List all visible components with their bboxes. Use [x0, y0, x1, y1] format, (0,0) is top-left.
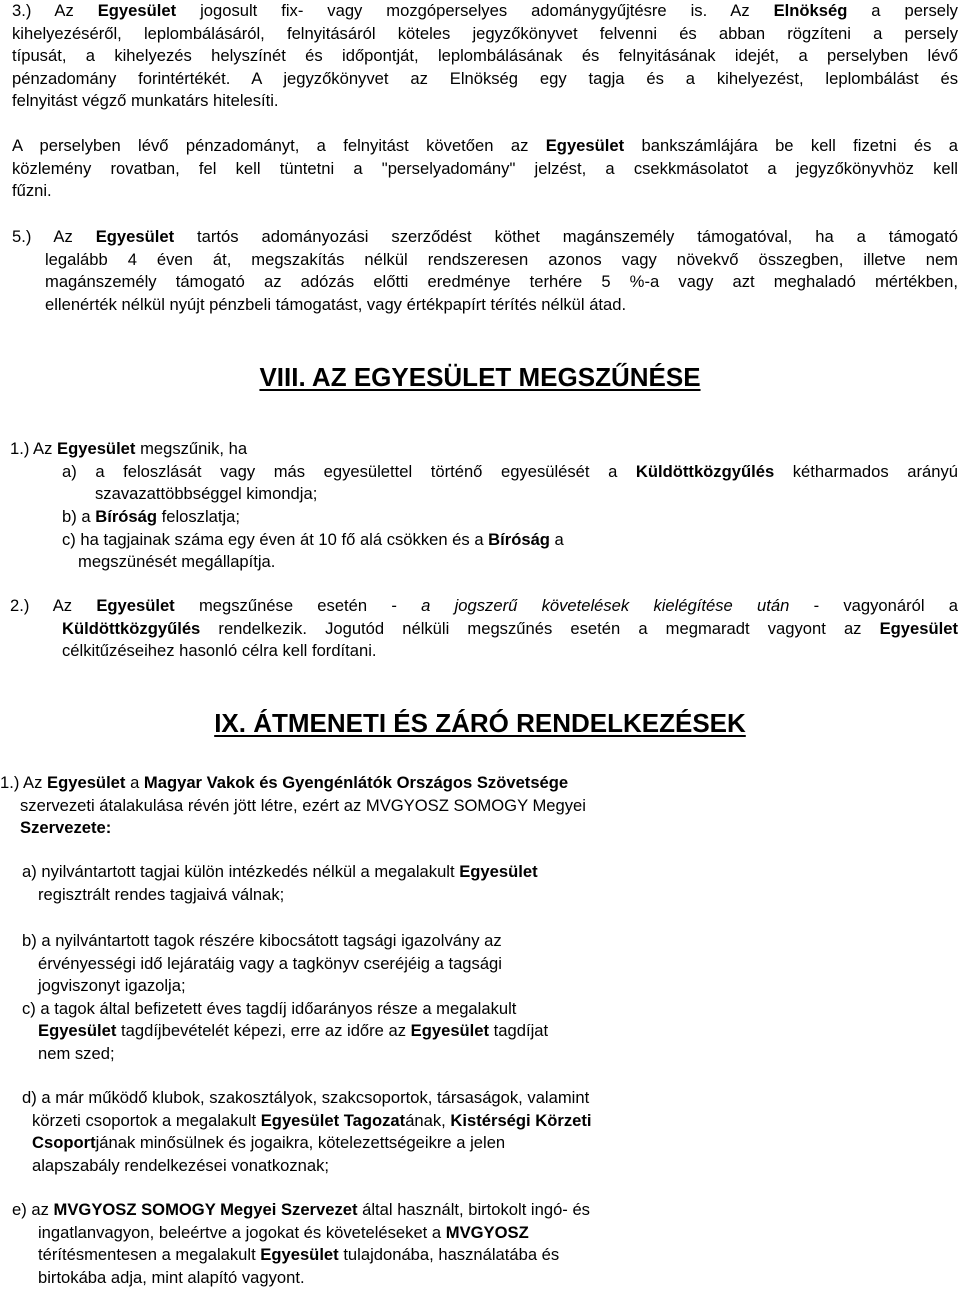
s9-item-c: c) a tagok által befizetett éves tagdíj időarányos része a megalakult [22, 998, 517, 1018]
s8-item-2-cont: Küldöttközgyűlés rendelkezik. Jogutód nélküli megszűnés esetén a megmaradt vagyont az Egyesület [62, 618, 958, 638]
text-line: 5.) Az Egyesület tartós adományozási szerződést köthet magánszemély támogatóval, ha a támogató [12, 227, 958, 246]
s8-item-a-cont: szavazattöbbséggel kimondja; [95, 484, 318, 503]
paragraph-3b [12, 135, 958, 203]
s9-item-a-cont: regisztrált rendes tagjaivá válnak; [38, 884, 285, 904]
s8-item-2: 2.) Az Egyesület megszűnése esetén - a jogszerű követelések kielégítése után - vagyonáról a [10, 596, 958, 615]
s8-item-c-cont: megszünését megállapítja. [78, 552, 276, 571]
s9-item-d-cont: alapszabály rendelkezései vonatkoznak; [32, 1155, 330, 1175]
text-line: közlemény rovatban, fel kell tüntetni a "perselyadomány" jelzést, a csekkmásolatot a jegyzőkönyvhöz kell [12, 158, 958, 178]
s9-item-e: e) az MVGYOSZ SOMOGY Megyei Szervezet által használt, birtokolt ingó- és [12, 1200, 590, 1219]
s8-item-a: a) a feloszlását vagy más egyesülettel történő egyesülését a Küldöttközgyűlés kétharmados arányú [62, 461, 958, 481]
paragraph-3 [12, 0, 958, 113]
s8-item-2-cont: célkitűzéseihez hasonló célra kell fordítani. [62, 641, 377, 660]
s8-item-b: b) a Bíróság feloszlatja; [62, 507, 241, 526]
text-line: pénzadomány forintértékét. A jegyzőkönyvet az Elnökség egy tagja és a kihelyezést, leplombálást és [12, 68, 958, 88]
s9-item-b-cont: jogviszonyt igazolja; [38, 976, 186, 995]
s9-item-d-cont: Csoportjának minősülnek és jogaikra, kötelezettségeikre a jelen [32, 1133, 506, 1152]
paragraph-5 [12, 226, 958, 249]
text-line: ellenérték nélkül nyújt pénzbeli támogatást, vagy értékpapírt térítés nélkül átad. [45, 294, 627, 314]
s9-item-b-cont: érvényességi idő lejáratáig vagy a tagkönyv cseréjéig a tagsági [38, 953, 502, 973]
s9-item-c-cont: nem szed; [38, 1043, 115, 1063]
section-heading-viii: VIII. AZ EGYESÜLET MEGSZŰNÉSE [259, 362, 701, 392]
s9-item-e-cont: birtokába adja, mint alapító vagyont. [38, 1267, 305, 1287]
s9-item-e-cont: ingatlanvagyon, beleértve a jogokat és követeléseket a MVGYOSZ [38, 1222, 529, 1242]
text-line: 3.) Az Egyesület jogosult fix- vagy mozgóperselyes adománygyűjtésre is. Az Elnökség a persely [12, 1, 958, 20]
s9-item-e-cont: térítésmentesen a megalakult Egyesület tulajdonába, használatába és [38, 1245, 560, 1264]
text-line: típusát, a kihelyezés helyszínét és időpontját, leplombálásának és felnyitásának idejét, a perselyben lévő [12, 46, 958, 65]
text-line: magánszemély támogató az adózás előtti eredménye terhére 5 %-a vagy azt meghaladó mértékben, [45, 272, 958, 291]
s9-item-c-cont: Egyesület tagdíjbevételét képezi, erre az időre az Egyesület tagdíjat [38, 1021, 549, 1040]
paragraph-5-cont [45, 249, 958, 317]
s9-item-a: a) nyilvántartott tagjai külön intézkedés nélkül a megalakult Egyesület [22, 862, 538, 881]
text-line: kihelyezéséről, leplombálásáról, felnyitásáról köteles jegyzőkönyvet felvenni és abban rögzíteni a persely [12, 23, 958, 43]
s9-item-1: 1.) Az Egyesület a Magyar Vakok és Gyengénlátók Országos Szövetsége [0, 773, 569, 792]
s9-item-d: d) a már működő klubok, szakosztályok, szakcsoportok, társaságok, valamint [22, 1088, 590, 1107]
s9-item-1-cont: Szervezete: [20, 818, 112, 837]
s8-item-c: c) ha tagjainak száma egy éven át 10 fő alá csökken és a Bíróság a [62, 529, 564, 549]
section-heading-ix: IX. ÁTMENETI ÉS ZÁRÓ RENDELKEZÉSEK [214, 708, 746, 738]
text-line: legalább 4 éven át, megszakítás nélkül rendszeresen azonos vagy növekvő összegben, illetve nem [45, 249, 958, 269]
s8-item-1: 1.) Az Egyesület megszűnik, ha [10, 439, 248, 458]
text-line: felnyitást végző munkatárs hitelesíti. [12, 91, 279, 110]
text-line: A perselyben lévő pénzadományt, a felnyitást követően az Egyesület bankszámlájára be kell fizetni és a [12, 136, 958, 155]
text-line: fűzni. [12, 181, 52, 200]
s9-item-d-cont: körzeti csoportok a megalakult Egyesület Tagozatának, Kistérségi Körzeti [32, 1110, 592, 1130]
s9-item-1-cont: szervezeti átalakulása révén jött létre, ezért az MVGYOSZ SOMOGY Megyei [20, 795, 586, 815]
s9-item-b: b) a nyilvántartott tagok részére kibocsátott tagsági igazolvány az [22, 931, 502, 950]
